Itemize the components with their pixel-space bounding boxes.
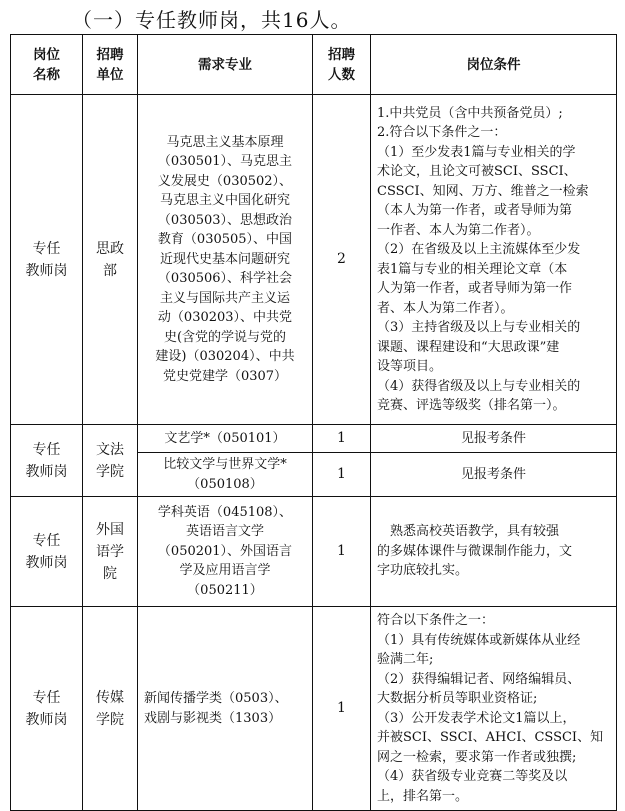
recruitment-table xyxy=(10,34,617,811)
table-row xyxy=(11,607,617,811)
header-major: 需求专业 xyxy=(138,35,313,95)
conditions-cell: 1.中共党员（含中共预备党员）; 2.符合以下条件之一： （1）至少发表1篇与专业相关的学 术论文，且论文可被SCI、SSCI、 CSSCI、知网、万方、维普之一检索 （本人为第一作者，或者导师为第 一作者、本人为第二作者）。 （2）在省级及以上主流媒体至少发 表1篇与专业的相关理论文章（本 人为第一作者，或者导师为第一作 者、本人为第二作者）。 （3）主持省级及以上与专业相关的 课题、课程建设和“大思政课”建 设等项目。 （4）获得省级及以上与专业相关的 竞赛、评选等级奖（排名第一）。 xyxy=(371,95,617,425)
table-row xyxy=(11,497,617,607)
count-cell: 1 xyxy=(313,453,371,497)
conditions-cell: 熟悉高校英语教学，具有较强 的多媒体课件与微课制作能力，文 字功底较扎实。 xyxy=(371,497,617,607)
table-row xyxy=(11,425,617,453)
header-conditions: 岗位条件 xyxy=(371,35,617,95)
count-cell: 1 xyxy=(313,607,371,811)
unit-cell: 传媒 学院 xyxy=(83,607,138,811)
position-cell: 专任 教师岗 xyxy=(11,607,83,811)
table-row xyxy=(11,95,617,425)
conditions-cell: 见报考条件 xyxy=(371,425,617,453)
count-cell: 1 xyxy=(313,425,371,453)
header-unit: 招聘 单位 xyxy=(83,35,138,95)
position-cell: 专任 教师岗 xyxy=(11,497,83,607)
position-cell: 专任 教师岗 xyxy=(11,95,83,425)
table-header-row xyxy=(11,35,617,95)
header-position: 岗位 名称 xyxy=(11,35,83,95)
count-cell: 2 xyxy=(313,95,371,425)
section-heading: （一）专任教师岗，共16人。 xyxy=(72,8,352,32)
major-cell: 学科英语（045108）、 英语语言文学 （050201）、外国语言 学及应用语言学 （050211） xyxy=(138,497,313,607)
position-cell: 专任 教师岗 xyxy=(11,425,83,497)
major-cell: 文艺学*（050101） xyxy=(138,425,313,453)
conditions-cell: 符合以下条件之一： （1）具有传统媒体或新媒体从业经 验满二年; （2）获得编辑记者、网络编辑员、 大数据分析员等职业资格证; （3）公开发表学术论文1篇以上， 并被SCI、SSCI、AHCI、CSSCI、知 网之一检索，要求第一作者或独撰; （4）获省级专业竞赛二等奖及以 上，排名第一。 xyxy=(371,607,617,811)
unit-cell: 外国 语学 院 xyxy=(83,497,138,607)
count-cell: 1 xyxy=(313,497,371,607)
major-cell: 新闻传播学类（0503）、 戏剧与影视类（1303） xyxy=(138,607,313,811)
major-cell: 比较文学与世界文学* （050108） xyxy=(138,453,313,497)
conditions-cell: 见报考条件 xyxy=(371,453,617,497)
unit-cell: 文法 学院 xyxy=(83,425,138,497)
unit-cell: 思政 部 xyxy=(83,95,138,425)
major-cell: 马克思主义基本原理 （030501）、马克思主 义发展史（030502）、 马克思主义中国化研究 （030503）、思想政治 教育（030505）、中国 近现代史基本问题研究 （030506）、科学社会 主义与国际共产主义运 动（030203）、中共党 史(含党的学说与党的 建设)（030204）、中共 党史党建学（0307） xyxy=(138,95,313,425)
header-count: 招聘 人数 xyxy=(313,35,371,95)
